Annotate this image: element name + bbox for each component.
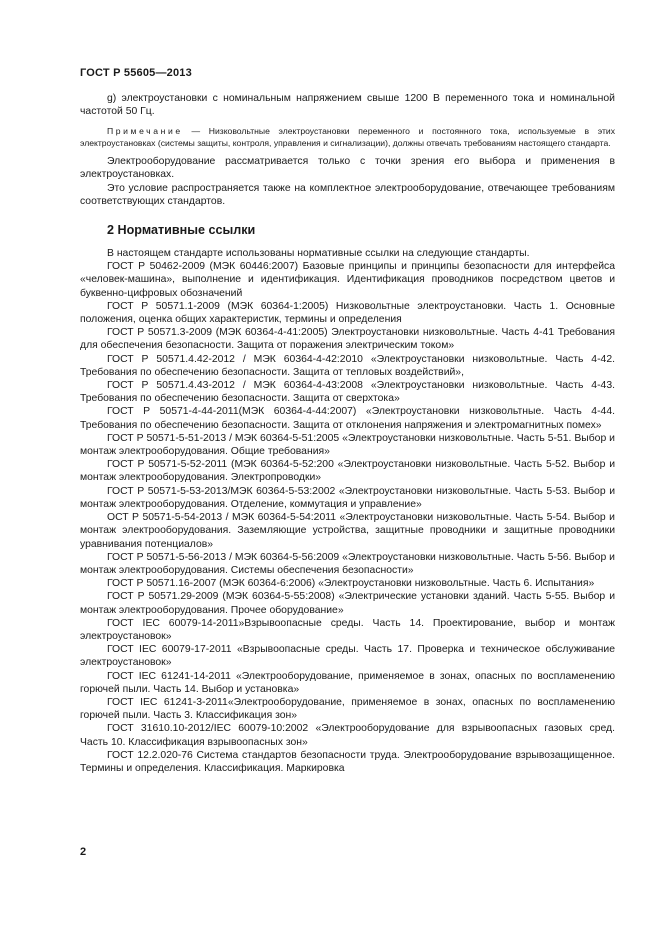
item-g: g) электроустановки с номинальным напряжением свыше 1200 В переменного тока и номинальной частотой 50 Гц. [80, 93, 615, 118]
reference-item: ГОСТ Р 50571.3-2009 (МЭК 60364-4-41:2005) Электроустановки низковольтные. Часть 4-41 Требования для обеспечения безопасности. Защита от поражения электрическим током» [80, 327, 615, 352]
note-text: — Низковольтные электроустановки переменного и постоянного тока, используемые в этих электроустановках (системы защиты, контроля, управления и сигнализации), должны отвечать требованиям настоящего стандарта. [80, 126, 615, 148]
reference-item: ГОСТ IEC 61241-3-2011«Электрооборудование, применяемое в зонах, опасных по воспламенению горючей пыли. Часть 3. Классификация зон» [80, 696, 615, 722]
references-list [80, 247, 615, 775]
paragraph-equipment-scope: Электрооборудование рассматривается только с точки зрения его выбора и применения в электроустановках. [80, 156, 615, 181]
reference-item: ГОСТ Р 50571-4-44-2011(МЭК 60364-4-44:2007) «Электроустановки низковольтные. Часть 4-44. Требования по обеспечению безопасности. Защита от отклонения напряжения и электромагнитных помех» [80, 406, 615, 431]
reference-item: ГОСТ Р 50571.1-2009 (МЭК 60364-1:2005) Низковольтные электроустановки. Часть 1. Основные положения, оценка общих характеристик, термины и определения [80, 300, 615, 326]
reference-item: ГОСТ Р 50571.4.42-2012 / МЭК 60364-4-42:2010 «Электроустановки низковольтные. Часть 4-42. Требования по обеспечению безопасности. Защита от тепловых воздействий», [80, 353, 615, 378]
references-lead: В настоящем стандарте использованы нормативные ссылки на следующие стандарты. [107, 248, 530, 260]
page-content [80, 92, 615, 775]
reference-item: ГОСТ Р 50571-5-56-2013 / МЭК 60364-5-56:2009 «Электроустановки низковольтные. Часть 5-56. Выбор и монтаж электрооборудования. Системы обеспечения безопасности» [80, 551, 615, 576]
reference-item: ГОСТ IEC 60079-17-2011 «Взрывоопасные среды. Часть 17. Проверка и техническое обслуживание электроустановок» [80, 644, 615, 669]
reference-item: ГОСТ Р 50571-5-51-2013 / МЭК 60364-5-51:2005 «Электроустановки низковольтные. Часть 5-51. Выбор и монтаж электрооборудования. Общие требования» [80, 432, 615, 458]
page-number: 2 [80, 846, 87, 858]
section-title: 2 Нормативные ссылки [107, 223, 256, 238]
reference-item: ГОСТ Р 50571-5-52-2011 (МЭК 60364-5-52:200 «Электроустановки низковольтные. Часть 5-52. Выбор и монтаж электрооборудования. Электропроводки» [80, 459, 615, 484]
reference-item: ОСТ Р 50571-5-54-2013 / МЭК 60364-5-54:2011 «Электроустановки низковольтные. Часть 5-54. Выбор и монтаж электрооборудования. Заземляющие устройства, защитные проводники и защитные проводники уравнивания потенциалов» [80, 512, 615, 550]
reference-item: ГОСТ Р 50571.4.43-2012 / МЭК 60364-4-43:2008 «Электроустановки низковольтные. Часть 4-43. Требования по обеспечению безопасности. Защита от сверхтока» [80, 380, 615, 405]
reference-item: ГОСТ IEC 60079-14-2011»Взрывоопасные среды. Часть 14. Проектирование, выбор и монтаж электроустановок» [80, 617, 615, 642]
reference-item: ГОСТ 12.2.020-76 Система стандартов безопасности труда. Электрооборудование взрывозащищенное. Термины и определения. Классификация. Маркировка [80, 749, 615, 774]
reference-item: ГОСТ Р 50571.29-2009 (МЭК 60364-5-55:2008) «Электрические установки зданий. Часть 5-55. Выбор и монтаж электрооборудования. Прочее оборудование» [80, 591, 615, 616]
reference-item: ГОСТ IEC 61241-14-2011 «Электрооборудование, применяемое в зонах, опасных по воспламенению горючей пыли. Часть 14. Выбор и установка» [80, 670, 615, 695]
reference-item: ГОСТ Р 50571-5-53-2013/МЭК 60364-5-53:2002 «Электроустановки низковольтные. Часть 5-53. Выбор и монтаж электрооборудования. Отделение, коммутация и управление» [80, 485, 615, 510]
reference-item: ГОСТ Р 50571.16-2007 (МЭК 60364-6:2006) «Электроустановки низковольтные. Часть 6. Испытания» [107, 578, 595, 590]
page-header-standard: ГОСТ Р 55605—2013 [80, 67, 192, 79]
reference-item: ГОСТ 31610.10-2012/IEC 60079-10:2002 «Электрооборудование для взрывоопасных газовых сред. Часть 10. Классификация взрывоопасных зон» [80, 723, 615, 748]
reference-item: ГОСТ Р 50462-2009 (МЭК 60446:2007) Базовые принципы и принципы безопасности для интерфейса «человек-машина», выполнение и идентификация. Идентификация проводников посредством цветов и буквенно-цифровых обозначений [80, 261, 615, 299]
paragraph-condition: Это условие распространяется также на комплектное электрооборудование, отвечающее требованиям соответствующих стандартов. [80, 182, 615, 207]
note [80, 126, 615, 149]
note-label: Примечание [107, 126, 183, 137]
